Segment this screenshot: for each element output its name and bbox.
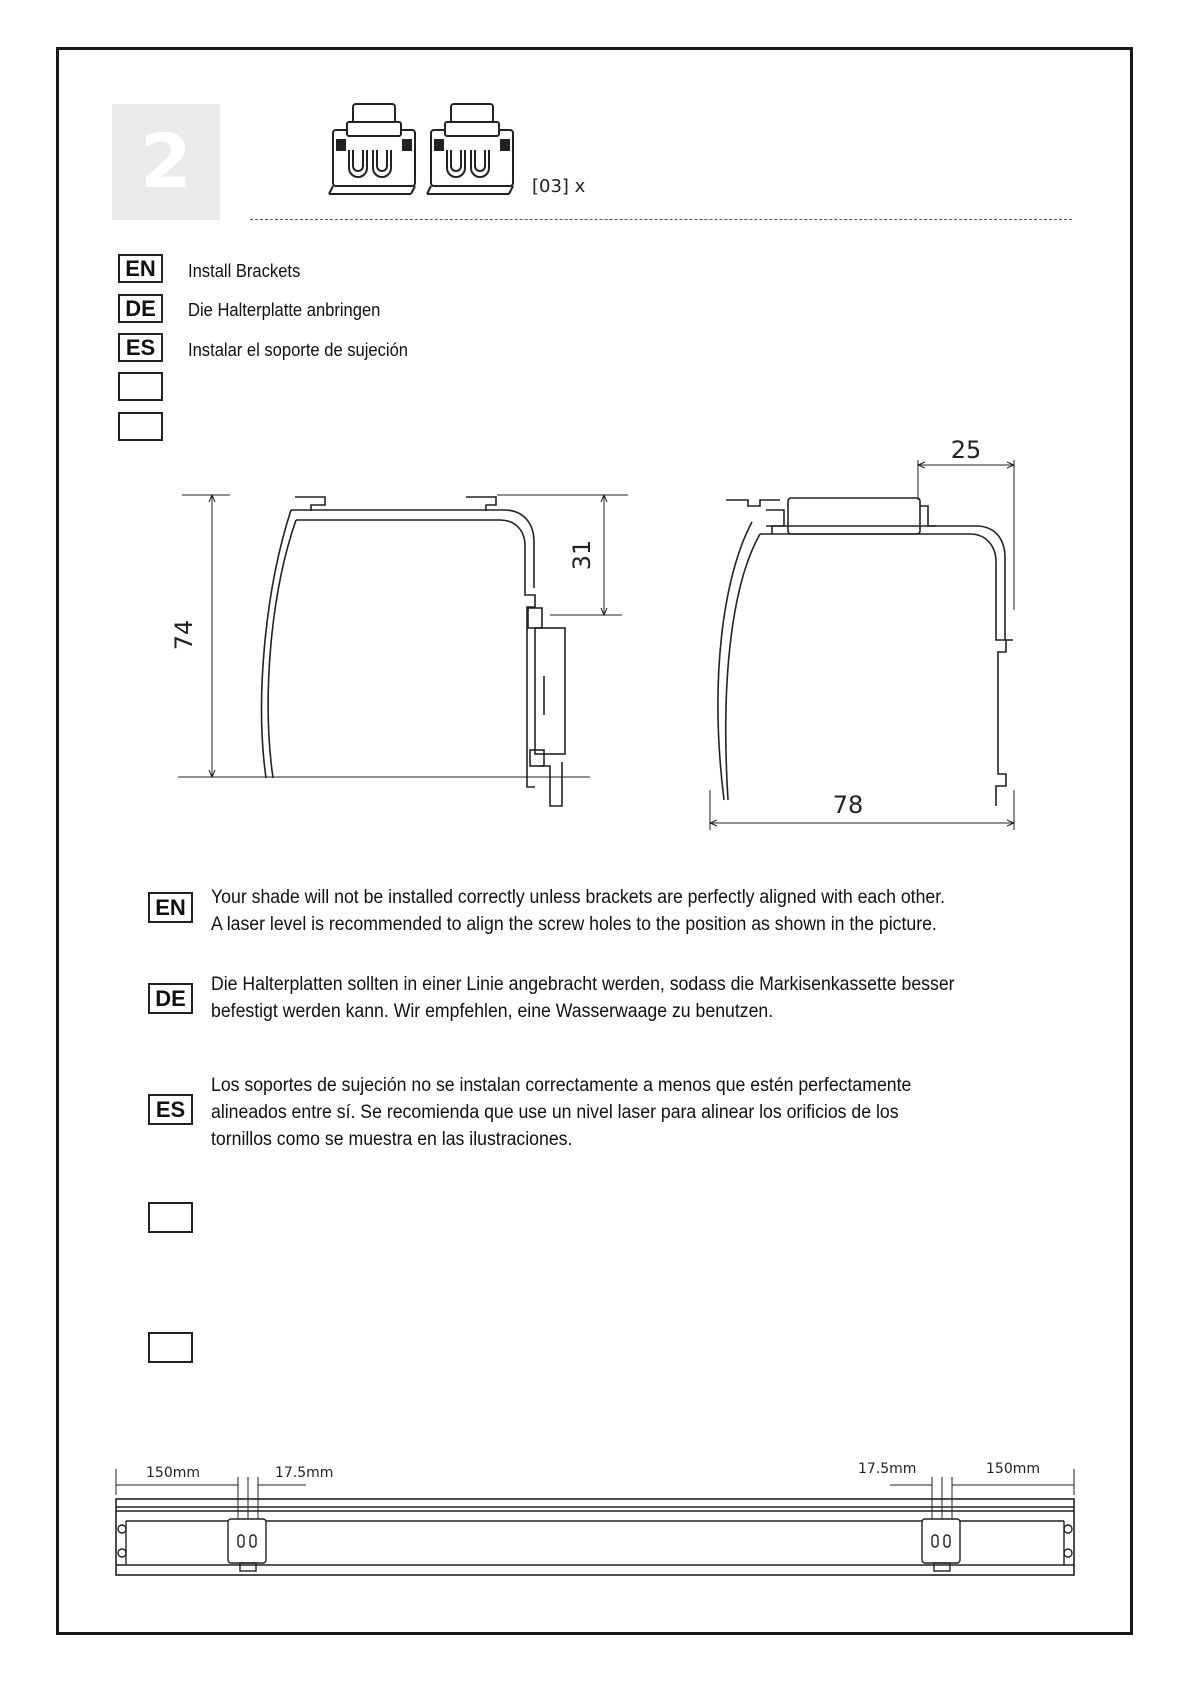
paragraph-en [211,884,1029,938]
instruction-de: Die Halterplatte anbringen [188,300,381,320]
lang-tag-empty-paragraph-2 [148,1332,193,1363]
step-number: 2 [140,119,192,205]
lang-tag-empty-paragraph-1 [148,1202,193,1233]
bracket-icon [325,102,525,202]
lang-tag-de: DE [118,294,163,323]
dim-offset: 25 [950,436,982,464]
cassette-profile-right [700,430,1040,840]
paragraph-es-line: alineados entre sí. Se recomienda que use un nivel laser para alinear los orificios de los [211,1102,899,1123]
cassette-profile-left [170,480,650,820]
lang-tag-es-paragraph: ES [148,1094,193,1125]
header-divider [250,219,1072,220]
dim-height: 74 [170,619,198,651]
left-offset-label: 150mm [146,1465,200,1481]
paragraph-de-line: Die Halterplatten sollten in einer Linie angebracht werden, sodass die Markisenkassette besser [211,974,955,995]
paragraph-es-line: Los soportes de sujeción no se instalan correctamente a menos que estén perfectamente [211,1075,912,1096]
lang-tag-empty-2 [118,412,163,441]
step-badge [112,104,220,220]
lang-tag-en-paragraph: EN [148,892,193,923]
page-frame [56,47,1133,1635]
dim-width: 78 [832,791,864,819]
left-bracket-label: 17.5mm [275,1465,334,1481]
paragraph-de [211,971,1029,1025]
paragraph-en-line: A laser level is recommended to align the screw holes to the position as shown in the picture. [211,914,937,935]
right-offset-label: 150mm [986,1461,1040,1477]
instruction-en: Install Brackets [188,261,301,281]
right-bracket-label: 17.5mm [858,1461,917,1477]
rail-diagram [110,1455,1080,1585]
lang-tag-de-paragraph: DE [148,983,193,1014]
dim-top-offset: 31 [568,539,596,571]
lang-tag-es: ES [118,333,163,362]
instruction-es: Instalar el soporte de sujeción [188,340,409,360]
paragraph-es-line: tornillos como se muestra en las ilustraciones. [211,1129,573,1150]
parts-quantity: [03] x [532,176,586,197]
paragraph-es [211,1072,1029,1153]
paragraph-en-line: Your shade will not be installed correctly unless brackets are perfectly aligned with each other. [211,887,946,908]
lang-tag-en: EN [118,254,163,283]
paragraph-de-line: befestigt werden kann. Wir empfehlen, eine Wasserwaage zu benutzen. [211,1001,774,1022]
lang-tag-empty-1 [118,372,163,401]
